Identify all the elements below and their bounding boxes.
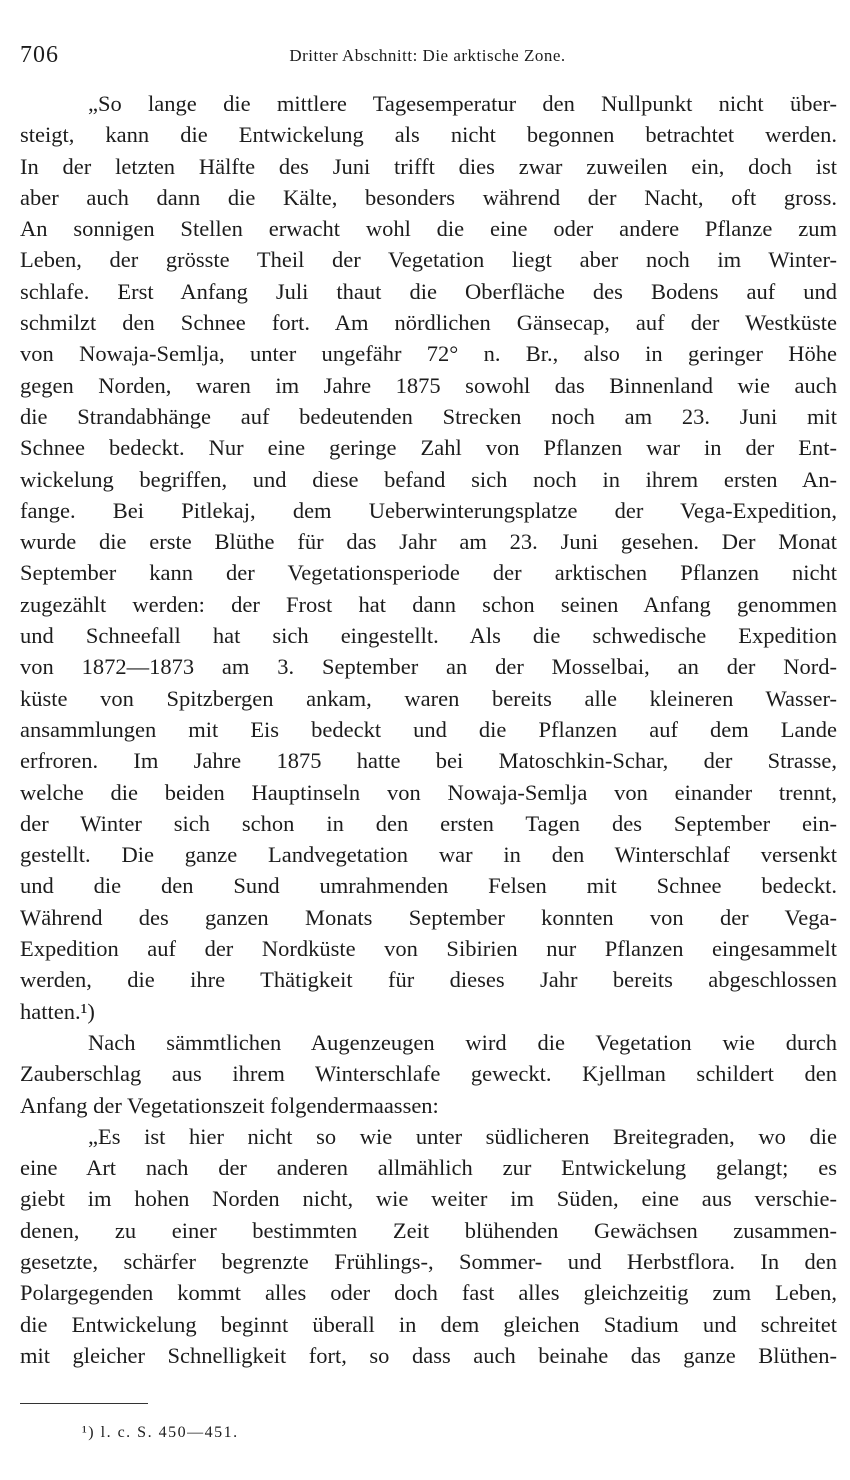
page-header xyxy=(20,42,835,72)
text-line: gegen Norden, waren im Jahre 1875 sowohl das Binnenland wie auch xyxy=(20,372,837,398)
page-number: 706 xyxy=(20,42,59,68)
text-line: fange. Bei Pitlekaj, dem Ueberwinterungsplatze der Vega-Expedition, xyxy=(20,497,837,523)
text-line: giebt im hohen Norden nicht, wie weiter im Süden, eine aus verschie- xyxy=(20,1186,837,1212)
text-line: welche die beiden Hauptinseln von Nowaja-Semlja von einander trennt, xyxy=(20,779,837,805)
text-line: September kann der Vegetationsperiode der arktischen Pflanzen nicht xyxy=(20,560,837,586)
text-line: Expedition auf der Nordküste von Sibirien nur Pflanzen eingesammelt xyxy=(20,936,837,962)
text-line: Während des ganzen Monats September konnten von der Vega- xyxy=(20,904,837,930)
text-line: Nach sämmtlichen Augenzeugen wird die Vegetation wie durch xyxy=(88,1029,837,1055)
text-line: von Nowaja-Semlja, unter ungefähr 72° n. Br., also in geringer Höhe xyxy=(20,341,837,367)
text-line: Anfang der Vegetationszeit folgendermaassen: xyxy=(20,1092,439,1118)
text-line: aber auch dann die Kälte, besonders während der Nacht, oft gross. xyxy=(20,184,837,210)
text-line: Zauberschlag aus ihrem Winterschlafe geweckt. Kjellman schildert den xyxy=(20,1061,837,1087)
text-line: ansammlungen mit Eis bedeckt und die Pflanzen auf dem Lande xyxy=(20,716,837,742)
text-line: Schnee bedeckt. Nur eine geringe Zahl von Pflanzen war in der Ent- xyxy=(20,435,837,461)
text-line: eine Art nach der anderen allmählich zur Entwickelung gelangt; es xyxy=(20,1155,837,1181)
text-line: Leben, der grösste Theil der Vegetation liegt aber noch im Winter- xyxy=(20,247,837,273)
text-line: denen, zu einer bestimmten Zeit blühenden Gewächsen zusammen- xyxy=(20,1217,837,1243)
text-line: schlafe. Erst Anfang Juli thaut die Oberfläche des Bodens auf und xyxy=(20,278,837,304)
text-line: steigt, kann die Entwickelung als nicht begonnen betrachtet werden. xyxy=(20,122,837,148)
text-line: von 1872—1873 am 3. September an der Mosselbai, an der Nord- xyxy=(20,654,837,680)
text-line: die Entwickelung beginnt überall in dem gleichen Stadium und schreitet xyxy=(20,1311,837,1337)
text-line: An sonnigen Stellen erwacht wohl die eine oder andere Pflanze zum xyxy=(20,216,837,242)
text-line: zugezählt werden: der Frost hat dann schon seinen Anfang genommen xyxy=(20,591,837,617)
text-line: gesetzte, schärfer begrenzte Frühlings-, Sommer- und Herbstflora. In den xyxy=(20,1248,837,1274)
text-line: Polargegenden kommt alles oder doch fast alles gleichzeitig zum Leben, xyxy=(20,1280,837,1306)
text-line: die Strandabhänge auf bedeutenden Strecken noch am 23. Juni mit xyxy=(20,403,837,429)
text-line: gestellt. Die ganze Landvegetation war in den Winterschlaf versenkt xyxy=(20,842,837,868)
text-line: schmilzt den Schnee fort. Am nördlichen Gänsecap, auf der Westküste xyxy=(20,310,837,336)
text-line: wickelung begriffen, und diese befand sich noch in ihrem ersten An- xyxy=(20,466,837,492)
text-line: hatten.¹) xyxy=(20,998,95,1024)
text-line: der Winter sich schon in den ersten Tagen des September ein- xyxy=(20,810,837,836)
text-line: erfroren. Im Jahre 1875 hatte bei Matoschkin-Schar, der Strasse, xyxy=(20,748,837,774)
body-text xyxy=(20,88,837,1371)
text-line: „Es ist hier nicht so wie unter südlicheren Breitegraden, wo die xyxy=(88,1123,837,1149)
text-line: werden, die ihre Thätigkeit für dieses Jahr bereits abgeschlossen xyxy=(20,967,837,993)
text-line: und Schneefall hat sich eingestellt. Als die schwedische Expedition xyxy=(20,623,837,649)
text-line: „So lange die mittlere Tagesemperatur den Nullpunkt nicht über- xyxy=(88,91,837,116)
text-line: und die den Sund umrahmenden Felsen mit Schnee bedeckt. xyxy=(20,873,837,899)
footnote-divider xyxy=(20,1403,148,1404)
text-line: mit gleicher Schnelligkeit fort, so dass auch beinahe das ganze Blüthen- xyxy=(20,1342,837,1368)
text-line: küste von Spitzbergen ankam, waren bereits alle kleineren Wasser- xyxy=(20,685,837,711)
footnote: ¹) l. c. S. 450—451. xyxy=(82,1424,239,1441)
text-line: wurde die erste Blüthe für das Jahr am 23. Juni gesehen. Der Monat xyxy=(20,529,837,555)
running-head: Dritter Abschnitt: Die arktische Zone. xyxy=(289,46,566,65)
text-line: In der letzten Hälfte des Juni trifft dies zwar zuweilen ein, doch ist xyxy=(20,153,837,179)
